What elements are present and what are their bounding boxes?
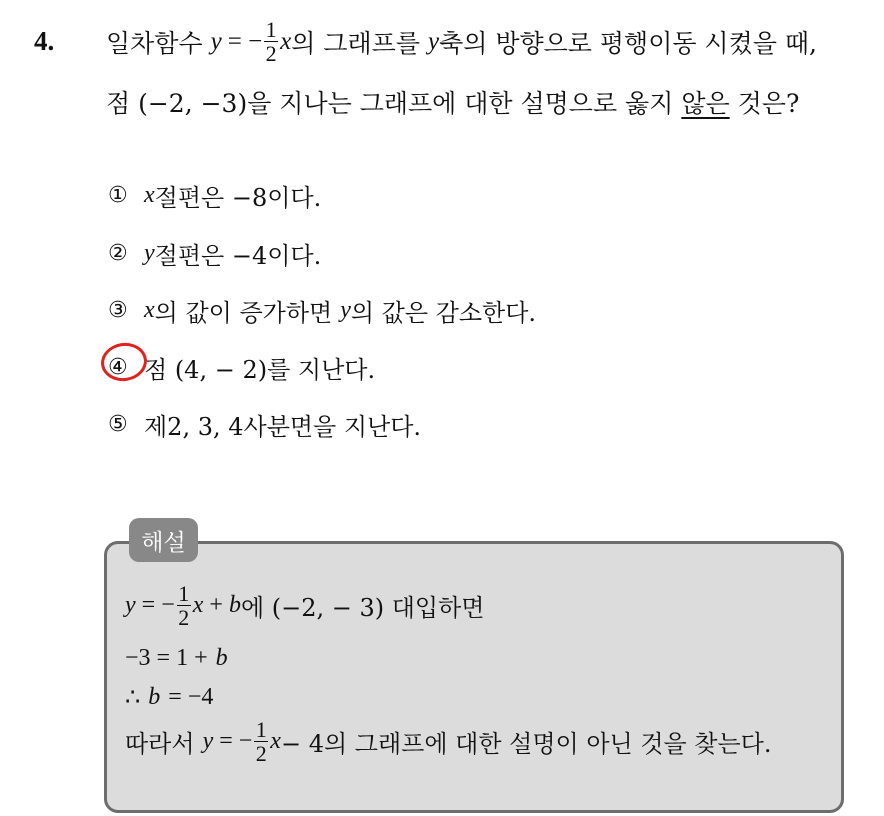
option-2[interactable] — [108, 236, 321, 271]
option-number: ④ — [108, 355, 128, 380]
equals-minus: = − — [219, 728, 253, 755]
plus-sign: + — [209, 592, 223, 619]
therefore-sign: ∴ — [125, 685, 141, 711]
fraction-numerator: 1 — [255, 717, 267, 742]
question-text: 일차함수 — [106, 28, 203, 58]
solution-line-2 — [125, 645, 228, 672]
var-b: b — [228, 592, 241, 619]
fraction-numerator: 1 — [178, 581, 190, 606]
option-text: 제2, 3, 4사분면을 지난다. — [144, 413, 422, 441]
solution-line-4 — [125, 718, 772, 765]
solution-text: −3 = 1 + — [125, 645, 208, 671]
fraction-numerator: 1 — [265, 17, 277, 42]
var-b: b — [215, 645, 228, 671]
question-text: 축의 방향으로 평행이동 시켰을 때, — [439, 28, 817, 58]
var-b: b — [148, 684, 161, 710]
question-text: 의 그래프를 — [291, 28, 420, 58]
option-4[interactable] — [108, 350, 375, 385]
var-x: x — [270, 728, 281, 755]
var-x: x — [144, 297, 155, 323]
var-y: y — [210, 27, 222, 55]
option-text: 절편은 −4이다. — [154, 242, 322, 270]
var-y: y — [427, 27, 440, 55]
option-3[interactable] — [108, 293, 536, 328]
solution-text: 에 (−2, − 3) 대입하면 — [240, 594, 485, 623]
equals-minus: = − — [227, 27, 263, 55]
question-line-2 — [106, 84, 799, 120]
option-5[interactable] — [108, 407, 421, 442]
var-y: y — [202, 728, 214, 755]
solution-line-1 — [125, 582, 485, 629]
option-text: 점 (4, − 2)를 지난다. — [144, 356, 376, 384]
option-number: ② — [108, 241, 128, 266]
fraction — [177, 582, 191, 629]
fraction — [264, 18, 278, 65]
solution-text: 따라서 — [125, 730, 195, 759]
var-x: x — [280, 27, 292, 55]
solution-line-3 — [125, 683, 213, 712]
question-text: 것은? — [737, 89, 800, 118]
option-number: ① — [108, 183, 128, 208]
solution-text: = −4 — [168, 684, 214, 710]
fraction — [254, 718, 268, 765]
solution-text: − 4의 그래프에 대한 설명이 아닌 것을 찾는다. — [280, 730, 772, 759]
fraction-denominator: 2 — [255, 741, 267, 767]
option-text: 절편은 −8이다. — [154, 184, 322, 212]
var-x: x — [144, 182, 155, 208]
question-text: 점 (−2, −3)을 지나는 그래프에 대한 설명으로 옳지 — [106, 89, 674, 118]
option-text: 의 값은 감소한다. — [350, 299, 537, 327]
var-y: y — [144, 240, 155, 266]
question-number: 4. — [34, 26, 55, 56]
fraction-denominator: 2 — [178, 605, 190, 631]
equals-minus: = − — [141, 592, 175, 619]
var-y: y — [340, 297, 351, 323]
option-1[interactable] — [108, 178, 321, 213]
solution-tag: 해설 — [129, 518, 198, 562]
var-x: x — [192, 592, 204, 619]
fraction-denominator: 2 — [265, 41, 277, 67]
var-y: y — [125, 592, 136, 619]
question-line-1 — [106, 18, 817, 65]
option-number: ⑤ — [108, 412, 128, 437]
option-text: 의 값이 증가하면 — [154, 299, 333, 327]
underlined-word: 않은 — [681, 89, 730, 118]
option-number: ③ — [108, 298, 128, 323]
